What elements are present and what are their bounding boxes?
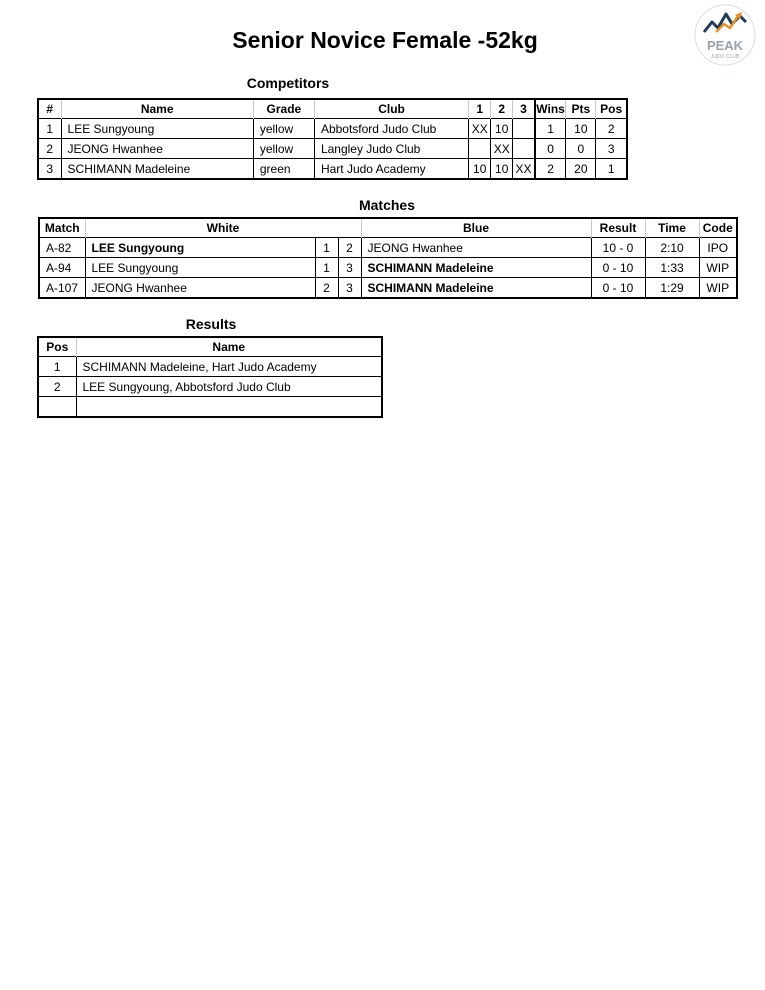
- match-code: IPO: [699, 238, 737, 258]
- results-table: [37, 336, 383, 418]
- match-result: 0 - 10: [591, 258, 645, 278]
- col-round-2: 2: [491, 99, 513, 119]
- competitor-wins: 1: [535, 119, 566, 139]
- logo-text: PEAK: [706, 38, 744, 53]
- table-row: [39, 258, 737, 278]
- round-3-score: [513, 119, 535, 139]
- table-row: [38, 119, 627, 139]
- competitor-name: JEONG Hwanhee: [61, 139, 253, 159]
- competitors-table: [37, 98, 628, 180]
- competitor-pos: 3: [596, 139, 627, 159]
- matches-table: [38, 217, 738, 299]
- competitor-wins: 0: [535, 139, 566, 159]
- competitor-num: 3: [38, 159, 61, 180]
- result-pos: 1: [38, 357, 76, 377]
- competitor-num: 2: [38, 139, 61, 159]
- col-match: Match: [44, 221, 80, 235]
- col-blue: Blue: [361, 218, 591, 238]
- result-pos: [38, 397, 76, 418]
- results-header-row: [38, 337, 382, 357]
- match-id: A-94: [39, 258, 85, 278]
- competitor-pts: 20: [566, 159, 596, 180]
- blue-competitor-num: 2: [338, 238, 361, 258]
- competitors-header-row: [38, 99, 627, 119]
- competitor-pts: 10: [566, 119, 596, 139]
- col-num: #: [46, 102, 54, 116]
- match-code: WIP: [699, 258, 737, 278]
- blue-competitor-num: 3: [338, 258, 361, 278]
- col-results-pos: Pos: [46, 340, 69, 354]
- col-round-3: 3: [513, 99, 535, 119]
- result-name: SCHIMANN Madeleine, Hart Judo Academy: [76, 357, 382, 377]
- round-3-score: XX: [513, 159, 535, 180]
- table-row: [38, 139, 627, 159]
- match-result: 10 - 0: [591, 238, 645, 258]
- white-competitor-num: 1: [315, 258, 338, 278]
- competitor-grade: yellow: [253, 119, 314, 139]
- competitors-heading: Competitors: [246, 75, 330, 91]
- col-code: Code: [699, 218, 737, 238]
- table-row: [38, 159, 627, 180]
- col-wins: Wins: [535, 99, 566, 119]
- competitor-club: Abbotsford Judo Club: [314, 119, 468, 139]
- round-2-score: 10: [491, 119, 513, 139]
- result-pos: 2: [38, 377, 76, 397]
- competitor-num: 1: [38, 119, 61, 139]
- round-1-score: 10: [469, 159, 491, 180]
- match-time: 2:10: [645, 238, 699, 258]
- competitor-pts: 0: [566, 139, 596, 159]
- col-results-name: Name: [76, 337, 382, 357]
- competitor-club: Hart Judo Academy: [314, 159, 468, 180]
- competitor-pos: 1: [596, 159, 627, 180]
- col-pos: Pos: [596, 99, 627, 119]
- match-code: WIP: [699, 278, 737, 299]
- peak-judo-club-logo: [694, 2, 756, 68]
- col-club: Club: [314, 99, 468, 119]
- white-competitor: LEE Sungyoung: [85, 258, 315, 278]
- matches-header-row: [39, 218, 737, 238]
- matches-heading: Matches: [358, 197, 416, 213]
- blue-competitor: SCHIMANN Madeleine: [361, 258, 591, 278]
- competitor-club: Langley Judo Club: [314, 139, 468, 159]
- table-row: [39, 238, 737, 258]
- page-title: Senior Novice Female -52kg: [232, 27, 538, 53]
- competitor-grade: green: [253, 159, 314, 180]
- col-name: Name: [61, 99, 253, 119]
- table-row: [38, 357, 382, 377]
- round-2-score: 10: [491, 159, 513, 180]
- match-time: 1:29: [645, 278, 699, 299]
- competitor-name: LEE Sungyoung: [61, 119, 253, 139]
- table-row: [38, 397, 382, 418]
- table-row: [39, 278, 737, 299]
- logo-subtitle: JUDO CLUB: [710, 54, 740, 60]
- white-competitor: LEE Sungyoung: [85, 238, 315, 258]
- col-grade: Grade: [253, 99, 314, 119]
- match-id: A-107: [39, 278, 85, 299]
- col-result: Result: [591, 218, 645, 238]
- competitor-name: SCHIMANN Madeleine: [61, 159, 253, 180]
- blue-competitor: SCHIMANN Madeleine: [361, 278, 591, 299]
- round-3-score: [513, 139, 535, 159]
- white-competitor-num: 2: [315, 278, 338, 299]
- competitor-wins: 2: [535, 159, 566, 180]
- match-id: A-82: [39, 238, 85, 258]
- col-time: Time: [645, 218, 699, 238]
- white-competitor-num: 1: [315, 238, 338, 258]
- col-pts: Pts: [566, 99, 596, 119]
- results-heading: Results: [185, 316, 237, 332]
- round-1-score: XX: [469, 119, 491, 139]
- blue-competitor: JEONG Hwanhee: [361, 238, 591, 258]
- round-1-score: [469, 139, 491, 159]
- match-time: 1:33: [645, 258, 699, 278]
- match-result: 0 - 10: [591, 278, 645, 299]
- result-name: LEE Sungyoung, Abbotsford Judo Club: [76, 377, 382, 397]
- round-2-score: XX: [491, 139, 513, 159]
- competitor-grade: yellow: [253, 139, 314, 159]
- competitor-pos: 2: [596, 119, 627, 139]
- col-round-1: 1: [469, 99, 491, 119]
- white-competitor: JEONG Hwanhee: [85, 278, 315, 299]
- table-row: [38, 377, 382, 397]
- blue-competitor-num: 3: [338, 278, 361, 299]
- result-name: [76, 397, 382, 418]
- col-white: White: [85, 218, 361, 238]
